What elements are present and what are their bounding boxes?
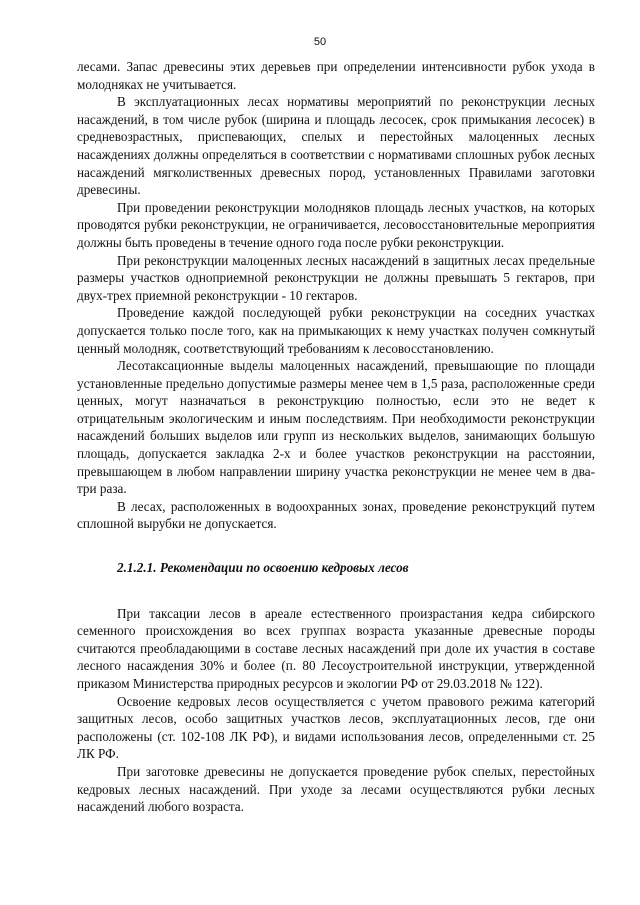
body-paragraph: В лесах, расположенных в водоохранных зонах, проведение реконструкций путем сплошной вырубки не допускается. [77, 498, 595, 532]
body-paragraph: Освоение кедровых лесов осуществляется с учетом правового режима категорий защитных лесов, особо защитных участков лесов, эксплуатационных лесов, где они расположены (ст. 102-108 ЛК РФ), и видами использования лесов, определенными ст. 25 ЛК РФ. [77, 693, 595, 762]
body-paragraph: При таксации лесов в ареале естественного произрастания кедра сибирского семенного происхождения во всех группах возраста указанные древесные породы считаются преобладающими в составе лесных насаждений при доле их участия в составе лесного насаждения 30% и более (п. 80 Лесоустроительной инструкции, утвержденной приказом Министерства природных ресурсов и экологии РФ от 29.03.2018 № 122). [77, 605, 595, 691]
page-body [77, 58, 595, 816]
body-paragraph: В эксплуатационных лесах нормативы мероприятий по реконструкции лесных насаждений, в том числе рубок (ширина и площадь лесосек, срок примыкания лесосек) в средневозрастных, приспевающих, спелых и перестойных малоценных лесных насаждениях должны определяться в соответствии с нормативами сплошных рубок лесных насаждений мягколиственных древесных пород, установленных Правилами заготовки древесины. [77, 94, 595, 198]
section-heading: 2.1.2.1. Рекомендации по освоению кедровых лесов [117, 560, 409, 576]
body-paragraph: При реконструкции малоценных лесных насаждений в защитных лесах предельные размеры участков одноприемной реконструкции не должны превышать 5 гектаров, при двух-трех приемной реконструкции - 10 гектаров. [77, 252, 595, 303]
body-paragraph: При проведении реконструкции молодняков площадь лесных участков, на которых проводятся рубки реконструкции, не ограничивается, лесовосстановительные мероприятия должны быть проведены в течение одного года после рубки реконструкции. [77, 199, 595, 250]
body-paragraph: При заготовке древесины не допускается проведение рубок спелых, перестойных кедровых лесных насаждений. При уходе за лесами осуществляются рубки лесных насаждений любого возраста. [77, 763, 595, 815]
body-paragraph: Лесотаксационные выделы малоценных насаждений, превышающие по площади установленные предельно допустимые размеры менее чем в 1,5 раза, расположенные среди ценных, могут назначаться в реконструкцию полностью, если это не ведет к отрицательным экологическим и иным последствиям. При необходимости реконструкции насаждений больших выделов или групп из нескольких выделов, занимающих большую площадь, допускается закладка 2-х и более участков реконструкции на расстоянии, превышающем в любом направлении ширину участка реконструкции не менее чем в два-три раза. [77, 358, 595, 497]
page-number: 50 [313, 36, 327, 48]
body-paragraph: лесами. Запас древесины этих деревьев при определении интенсивности рубок ухода в молодняках не учитывается. [77, 59, 595, 92]
body-paragraph: Проведение каждой последующей рубки реконструкции на соседних участках допускается только после того, как на примыкающих к нему участках получен сомкнутый ценный молодняк, соответствующий требованиям к лесовосстановлению. [77, 305, 595, 356]
